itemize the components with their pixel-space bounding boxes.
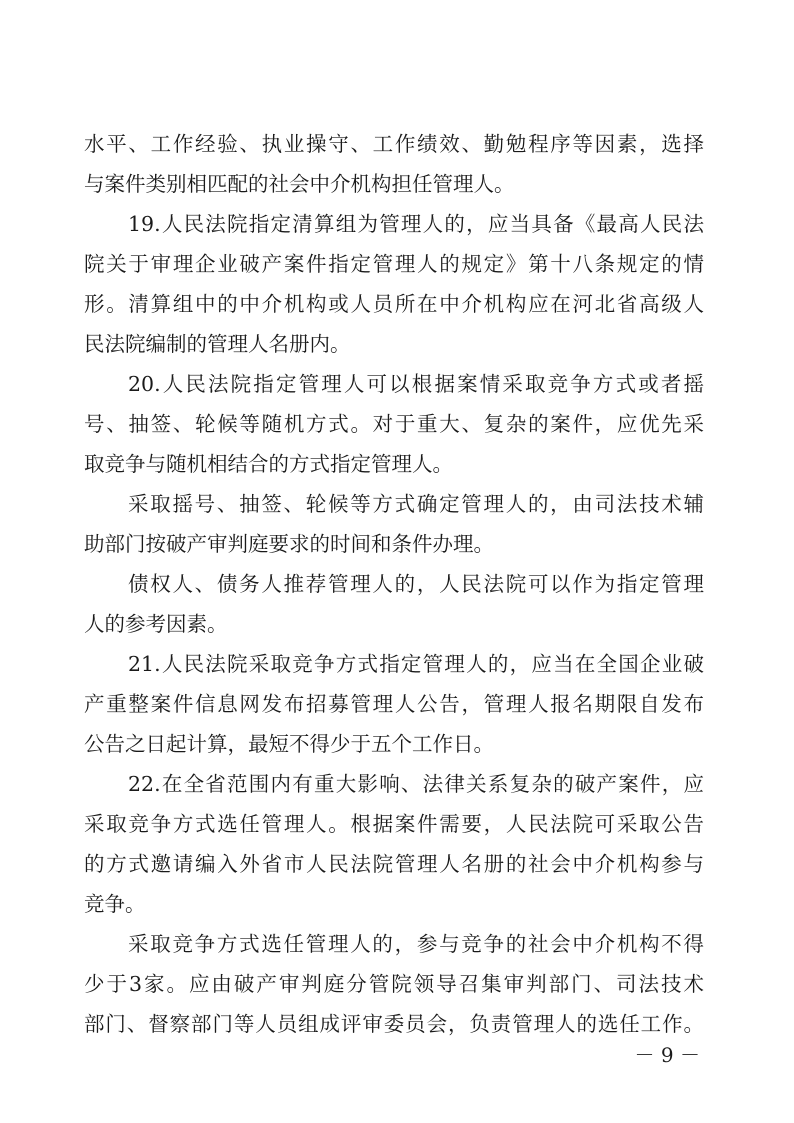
page-number: － 9 － [634, 1043, 700, 1067]
text-line: 19.人民法院指定清算组为管理人的，应当具备《最高人民法 [128, 212, 704, 236]
text-line: 民法院编制的管理人名册内。 [84, 332, 351, 356]
text-line: 少于3家。应由破产审判庭分管院领导召集审判部门、司法技术 [84, 972, 704, 996]
text-line: 22.在全省范围内有重大影响、法律关系复杂的破产案件，应 [128, 772, 704, 796]
text-line: 产重整案件信息网发布招募管理人公告，管理人报名期限自发布 [84, 692, 704, 716]
text-line: 20.人民法院指定管理人可以根据案情采取竞争方式或者摇 [128, 372, 704, 396]
text-line: 人的参考因素。 [84, 612, 228, 636]
text-line: 水平、工作经验、执业操守、工作绩效、勤勉程序等因素，选择 [84, 132, 704, 156]
text-line: 采取摇号、抽签、轮候等方式确定管理人的，由司法技术辅 [128, 492, 704, 516]
text-line: 债权人、债务人推荐管理人的，人民法院可以作为指定管理 [128, 572, 704, 596]
text-line: 形。清算组中的中介机构或人员所在中介机构应在河北省高级人 [84, 292, 704, 316]
text-line: 采取竞争方式选任管理人的，参与竞争的社会中介机构不得 [128, 932, 704, 956]
text-line: 与案件类别相匹配的社会中介机构担任管理人。 [84, 172, 515, 196]
text-line: 的方式邀请编入外省市人民法院管理人名册的社会中介机构参与 [84, 852, 704, 876]
text-line: 院关于审理企业破产案件指定管理人的规定》第十八条规定的情 [84, 252, 704, 276]
text-line: 助部门按破产审判庭要求的时间和条件办理。 [84, 532, 494, 556]
text-line: 部门、督察部门等人员组成评审委员会，负责管理人的选任工作。 [84, 1012, 704, 1036]
text-line: 21.人民法院采取竞争方式指定管理人的，应当在全国企业破 [128, 652, 704, 676]
text-line: 公告之日起计算，最短不得少于五个工作日。 [84, 732, 494, 756]
text-line: 取竞争与随机相结合的方式指定管理人。 [84, 452, 453, 476]
text-line: 采取竞争方式选任管理人。根据案件需要，人民法院可采取公告 [84, 812, 704, 836]
text-line: 竞争。 [84, 892, 146, 916]
text-line: 号、抽签、轮候等随机方式。对于重大、复杂的案件，应优先采 [84, 412, 704, 436]
